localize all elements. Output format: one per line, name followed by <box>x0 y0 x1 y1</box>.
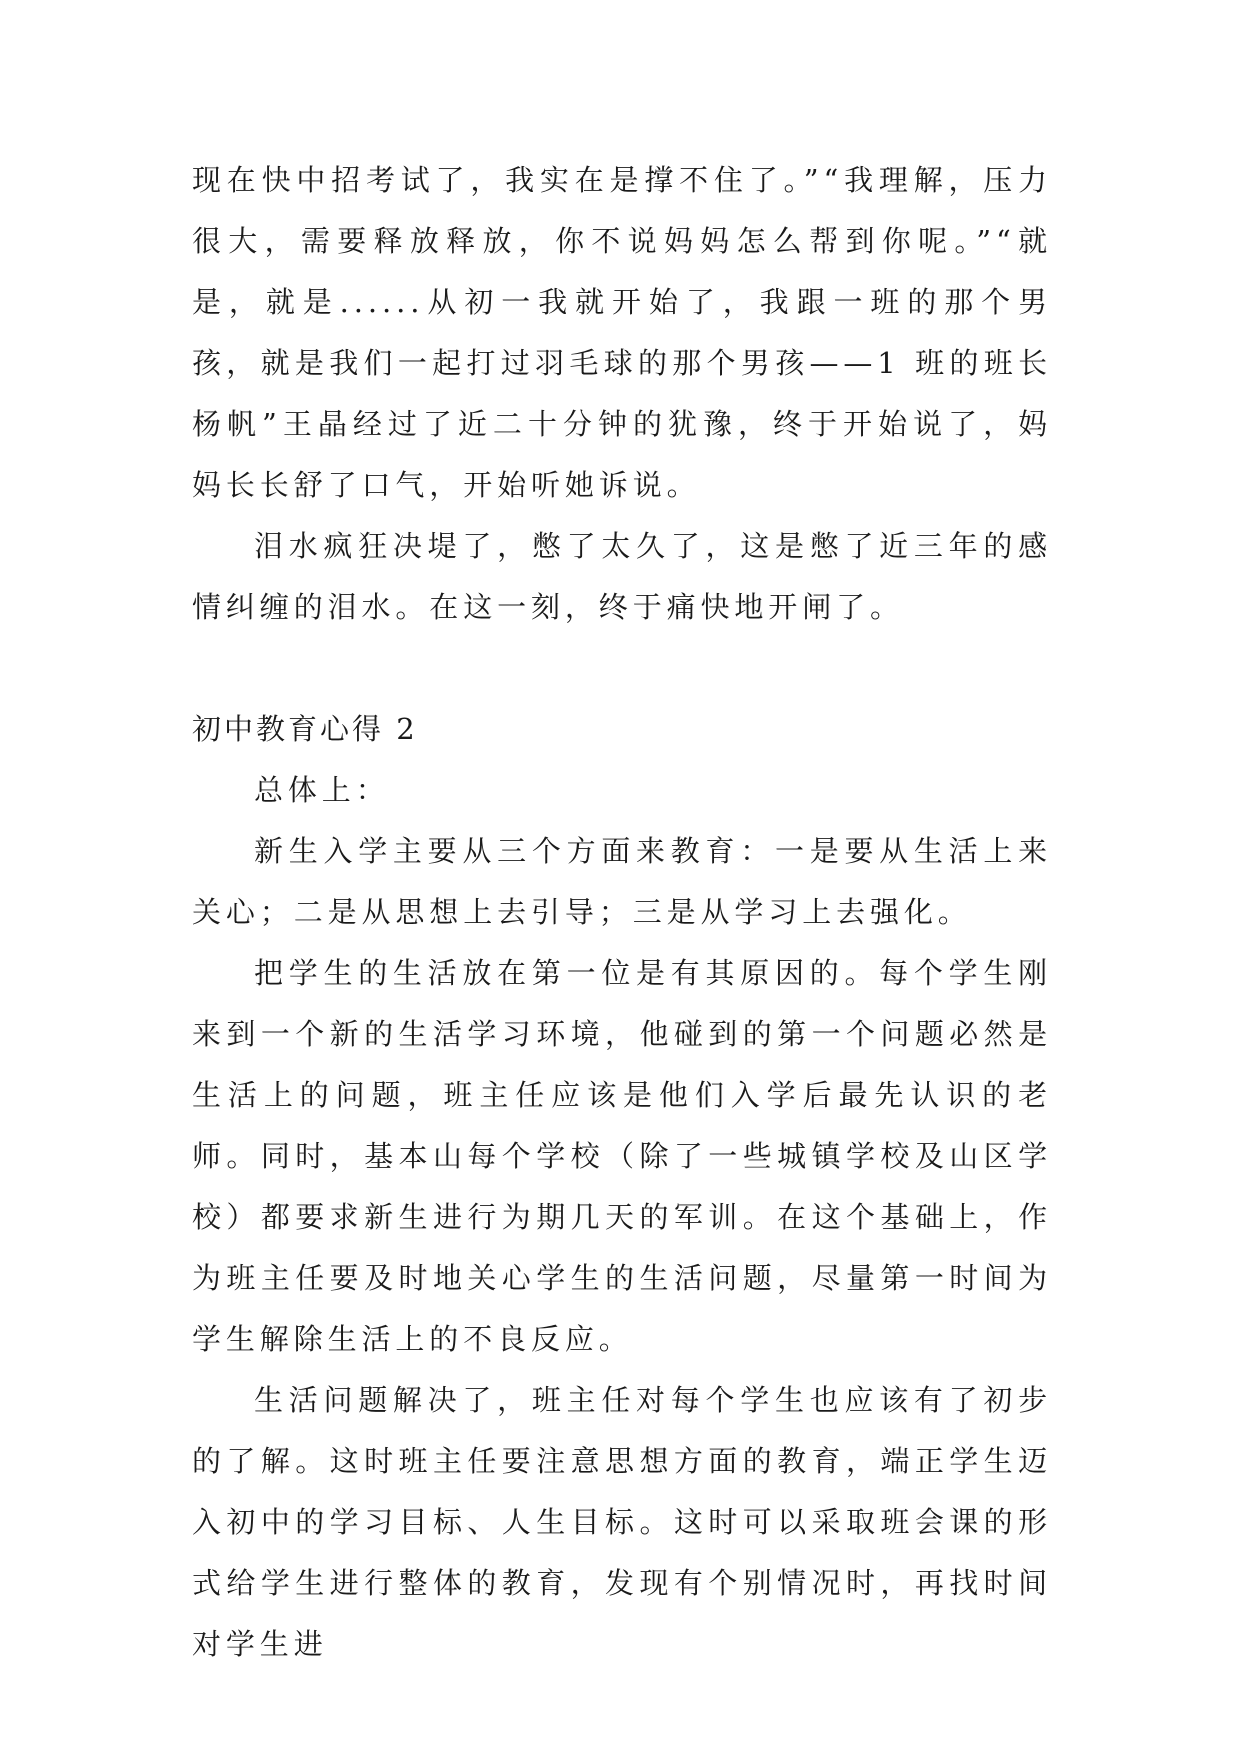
section-gap <box>192 638 1052 699</box>
section-heading: 初中教育心得 2 <box>192 712 418 746</box>
document-page <box>192 150 1052 1675</box>
paragraph-three-aspects: 新生入学主要从三个方面来教育：一是要从生活上来关心；二是从思想上去引导；三是从学习上去强化。 <box>192 834 1052 929</box>
paragraph-overall: 总体上： <box>254 773 390 807</box>
paragraph-dialogue: 现在快中招考试了，我实在是撑不住了。”“我理解，压力很大，需要释放释放，你不说妈妈怎么帮到你呢。”“就是，就是......从初一我就开始了，我跟一班的那个男孩，就是我们一起打过羽毛球的那个男孩——1 班的班长杨帆”王晶经过了近二十分钟的犹豫，终于开始说了，妈妈长长舒了口气，开始听她诉说。 <box>192 163 1052 502</box>
paragraph-thought-education: 生活问题解决了，班主任对每个学生也应该有了初步的了解。这时班主任要注意思想方面的教育，端正学生迈入初中的学习目标、人生目标。这时可以采取班会课的形式给学生进行整体的教育，发现有个别情况时，再找时间对学生进 <box>192 1383 1052 1661</box>
paragraph-tears: 泪水疯狂决堤了，憋了太久了，这是憋了近三年的感情纠缠的泪水。在这一刻，终于痛快地开闸了。 <box>192 529 1052 624</box>
paragraph-life-first: 把学生的生活放在第一位是有其原因的。每个学生刚来到一个新的生活学习环境，他碰到的第一个问题必然是生活上的问题，班主任应该是他们入学后最先认识的老师。同时，基本山每个学校（除了一些城镇学校及山区学校）都要求新生进行为期几天的军训。在这个基础上，作为班主任要及时地关心学生的生活问题，尽量第一时间为学生解除生活上的不良反应。 <box>192 956 1052 1356</box>
